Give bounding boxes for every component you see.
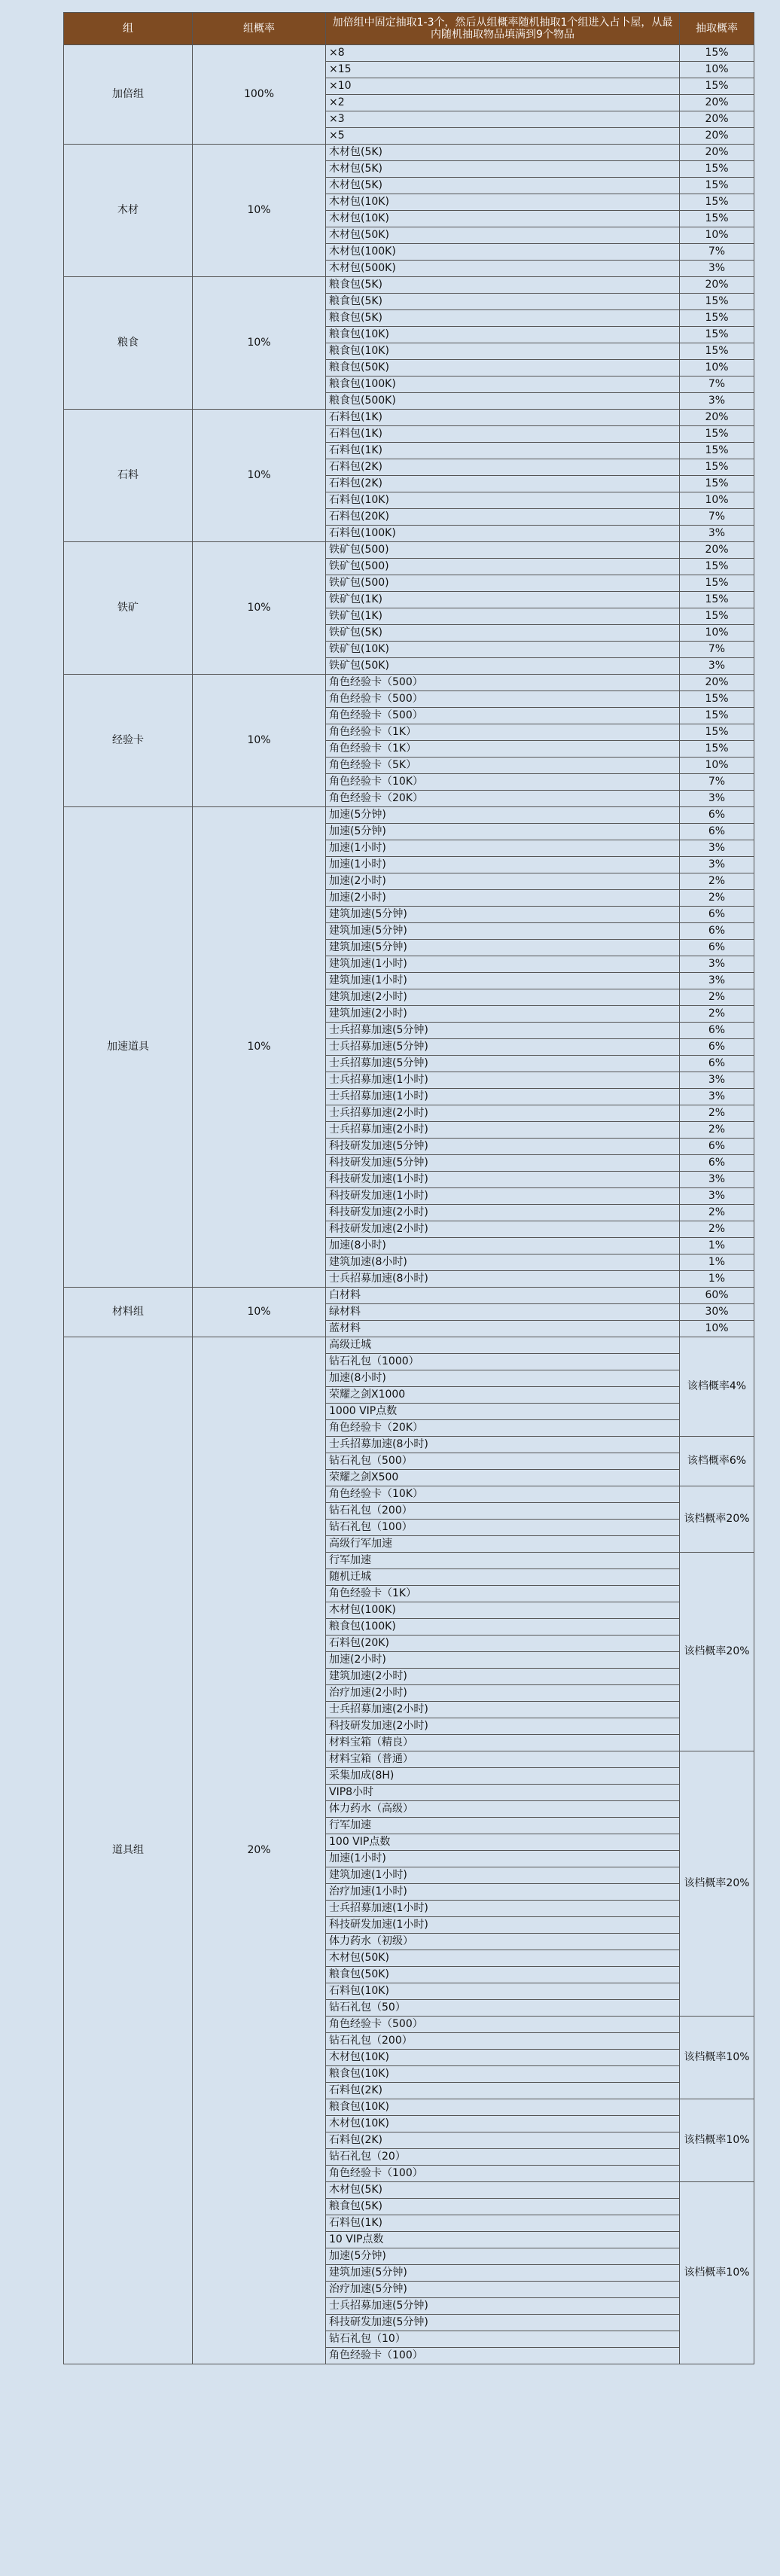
- item-name: 角色经验卡（500）: [326, 675, 680, 691]
- item-rate: 3%: [680, 1172, 754, 1188]
- item-name: 石料包(2K): [326, 459, 680, 476]
- item-name: 石料包(20K): [326, 1636, 680, 1652]
- item-name: 木材包(5K): [326, 145, 680, 161]
- item-rate: 15%: [680, 608, 754, 625]
- item-name: 铁矿包(1K): [326, 608, 680, 625]
- item-name: 科技研发加速(1小时): [326, 1172, 680, 1188]
- table-row: [64, 145, 754, 161]
- item-name: 木材包(500K): [326, 261, 680, 277]
- item-rate: 3%: [680, 261, 754, 277]
- tier-rate: 该档概率10%: [680, 2099, 754, 2182]
- item-name: 加速(1小时): [326, 1851, 680, 1867]
- item-name: 粮食包(10K): [326, 327, 680, 343]
- item-rate: 6%: [680, 923, 754, 940]
- item-name: 石料包(2K): [326, 2083, 680, 2099]
- item-rate: 15%: [680, 78, 754, 95]
- item-rate: 1%: [680, 1238, 754, 1254]
- item-rate: 7%: [680, 509, 754, 526]
- item-rate: 15%: [680, 310, 754, 327]
- item-name: 士兵招募加速(5分钟): [326, 1039, 680, 1056]
- item-name: 粮食包(5K): [326, 310, 680, 327]
- group-rate: 10%: [193, 675, 326, 807]
- tier-rate: 该档概率10%: [680, 2017, 754, 2099]
- item-rate: 15%: [680, 575, 754, 592]
- item-name: 建筑加速(5分钟): [326, 2265, 680, 2282]
- item-rate: 15%: [680, 211, 754, 227]
- item-name: 士兵招募加速(1小时): [326, 1901, 680, 1917]
- item-name: 角色经验卡（10K）: [326, 774, 680, 791]
- item-name: 治疗加速(5分钟): [326, 2282, 680, 2298]
- item-name: 石料包(1K): [326, 2215, 680, 2232]
- item-name: ×3: [326, 111, 680, 128]
- group-rate: 10%: [193, 277, 326, 410]
- group-name: 材料组: [64, 1288, 193, 1337]
- group-rate: 10%: [193, 542, 326, 675]
- item-rate: 2%: [680, 1006, 754, 1023]
- item-rate: 3%: [680, 393, 754, 410]
- item-name: 石料包(1K): [326, 410, 680, 426]
- item-rate: 20%: [680, 95, 754, 111]
- item-rate: 10%: [680, 227, 754, 244]
- item-name: 粮食包(100K): [326, 376, 680, 393]
- item-name: 绿材料: [326, 1304, 680, 1321]
- group-rate: 10%: [193, 410, 326, 542]
- item-name: 石料包(10K): [326, 1983, 680, 2000]
- item-rate: 6%: [680, 1139, 754, 1155]
- item-rate: 3%: [680, 956, 754, 973]
- item-name: 建筑加速(2小时): [326, 1006, 680, 1023]
- item-name: 行军加速: [326, 1553, 680, 1569]
- item-rate: 30%: [680, 1304, 754, 1321]
- item-rate: 15%: [680, 194, 754, 211]
- item-name: 木材包(50K): [326, 227, 680, 244]
- item-name: 建筑加速(2小时): [326, 1669, 680, 1685]
- item-rate: 15%: [680, 178, 754, 194]
- item-name: 科技研发加速(1小时): [326, 1188, 680, 1205]
- item-rate: 20%: [680, 410, 754, 426]
- item-name: 建筑加速(1小时): [326, 956, 680, 973]
- item-name: 高级迁城: [326, 1337, 680, 1354]
- item-name: 治疗加速(2小时): [326, 1685, 680, 1702]
- tier-rate: 该档概率20%: [680, 1553, 754, 1751]
- item-rate: 10%: [680, 492, 754, 509]
- item-rate: 6%: [680, 940, 754, 956]
- item-name: ×2: [326, 95, 680, 111]
- group-name: 铁矿: [64, 542, 193, 675]
- item-name: 建筑加速(5分钟): [326, 940, 680, 956]
- item-name: 粮食包(50K): [326, 1967, 680, 1983]
- item-name: 士兵招募加速(2小时): [326, 1122, 680, 1139]
- item-name: 士兵招募加速(8小时): [326, 1437, 680, 1453]
- item-rate: 6%: [680, 907, 754, 923]
- group-name: 道具组: [64, 1337, 193, 2364]
- item-rate: 6%: [680, 807, 754, 824]
- item-name: 材料宝箱（精良）: [326, 1735, 680, 1751]
- item-name: 科技研发加速(5分钟): [326, 1139, 680, 1155]
- item-rate: 2%: [680, 989, 754, 1006]
- item-name: 木材包(50K): [326, 1950, 680, 1967]
- header-group-rate: 组概率: [193, 13, 326, 45]
- item-name: 科技研发加速(2小时): [326, 1205, 680, 1221]
- group-rate: 100%: [193, 45, 326, 145]
- item-rate: 15%: [680, 459, 754, 476]
- item-name: 高级行军加速: [326, 1536, 680, 1553]
- item-rate: 3%: [680, 857, 754, 873]
- item-name: 石料包(1K): [326, 426, 680, 443]
- item-name: 铁矿包(500): [326, 559, 680, 575]
- item-name: 建筑加速(5分钟): [326, 907, 680, 923]
- table-row: [64, 1337, 754, 1354]
- item-name: 加速(5分钟): [326, 2248, 680, 2265]
- item-name: 木材包(100K): [326, 1602, 680, 1619]
- item-name: 粮食包(5K): [326, 277, 680, 294]
- item-name: 科技研发加速(2小时): [326, 1718, 680, 1735]
- item-name: 角色经验卡（20K）: [326, 791, 680, 807]
- item-name: 士兵招募加速(5分钟): [326, 2298, 680, 2315]
- item-name: 角色经验卡（10K）: [326, 1486, 680, 1503]
- item-name: 士兵招募加速(2小时): [326, 1702, 680, 1718]
- item-rate: 2%: [680, 890, 754, 907]
- item-rate: 15%: [680, 476, 754, 492]
- item-name: ×8: [326, 45, 680, 62]
- item-name: 角色经验卡（500）: [326, 691, 680, 708]
- item-rate: 6%: [680, 1155, 754, 1172]
- item-rate: 15%: [680, 724, 754, 741]
- item-rate: 20%: [680, 675, 754, 691]
- tier-rate: 该档概率20%: [680, 1486, 754, 1553]
- item-rate: 2%: [680, 873, 754, 890]
- item-name: 角色经验卡（500）: [326, 708, 680, 724]
- item-name: 石料包(10K): [326, 492, 680, 509]
- item-name: 建筑加速(8小时): [326, 1254, 680, 1271]
- item-name: 木材包(10K): [326, 194, 680, 211]
- probability-table-container: [63, 12, 754, 2364]
- item-rate: 15%: [680, 691, 754, 708]
- group-rate: 10%: [193, 807, 326, 1288]
- item-rate: 3%: [680, 526, 754, 542]
- item-name: 加速(2小时): [326, 1652, 680, 1669]
- item-name: 石料包(2K): [326, 476, 680, 492]
- item-name: 加速(2小时): [326, 890, 680, 907]
- item-name: 钻石礼包（10）: [326, 2331, 680, 2348]
- item-name: 加速(1小时): [326, 857, 680, 873]
- item-name: 铁矿包(50K): [326, 658, 680, 675]
- item-name: 粮食包(10K): [326, 2066, 680, 2083]
- item-rate: 6%: [680, 824, 754, 840]
- item-rate: 2%: [680, 1205, 754, 1221]
- group-name: 经验卡: [64, 675, 193, 807]
- item-name: 石料包(20K): [326, 509, 680, 526]
- item-name: 钻石礼包（20）: [326, 2149, 680, 2166]
- item-name: 科技研发加速(2小时): [326, 1221, 680, 1238]
- table-body: [64, 45, 754, 2364]
- item-name: 粮食包(5K): [326, 294, 680, 310]
- item-name: 加速(8小时): [326, 1370, 680, 1387]
- item-name: 加速(1小时): [326, 840, 680, 857]
- item-name: 体力药水（初级）: [326, 1934, 680, 1950]
- item-name: 石料包(1K): [326, 443, 680, 459]
- item-name: 采集加成(8H): [326, 1768, 680, 1785]
- item-name: 铁矿包(1K): [326, 592, 680, 608]
- item-name: 木材包(5K): [326, 2182, 680, 2199]
- group-rate: 10%: [193, 145, 326, 277]
- item-rate: 7%: [680, 642, 754, 658]
- item-rate: 7%: [680, 376, 754, 393]
- tier-rate: 该档概率20%: [680, 1751, 754, 2017]
- item-name: 体力药水（高级）: [326, 1801, 680, 1818]
- item-name: 建筑加速(1小时): [326, 973, 680, 989]
- item-name: 角色经验卡（1K）: [326, 741, 680, 758]
- table-row: [64, 675, 754, 691]
- item-rate: 15%: [680, 343, 754, 360]
- item-name: 铁矿包(500): [326, 542, 680, 559]
- group-name: 粮食: [64, 277, 193, 410]
- item-name: 木材包(5K): [326, 161, 680, 178]
- item-rate: 20%: [680, 128, 754, 145]
- item-name: 荣耀之剑X1000: [326, 1387, 680, 1404]
- item-name: 科技研发加速(5分钟): [326, 1155, 680, 1172]
- item-rate: 7%: [680, 244, 754, 261]
- table-row: [64, 410, 754, 426]
- item-name: 角色经验卡（500）: [326, 2017, 680, 2033]
- item-rate: 15%: [680, 443, 754, 459]
- item-rate: 1%: [680, 1254, 754, 1271]
- item-name: 士兵招募加速(1小时): [326, 1089, 680, 1105]
- item-name: 建筑加速(2小时): [326, 989, 680, 1006]
- item-rate: 3%: [680, 973, 754, 989]
- group-name: 加速道具: [64, 807, 193, 1288]
- tier-rate: 该档概率4%: [680, 1337, 754, 1437]
- item-name: 木材包(100K): [326, 244, 680, 261]
- table-row: [64, 807, 754, 824]
- item-name: 石料包(2K): [326, 2132, 680, 2149]
- item-rate: 3%: [680, 658, 754, 675]
- item-name: 1000 VIP点数: [326, 1404, 680, 1420]
- item-name: 蓝材料: [326, 1321, 680, 1337]
- probability-table: [63, 12, 754, 2364]
- table-row: [64, 277, 754, 294]
- item-rate: 20%: [680, 145, 754, 161]
- item-rate: 7%: [680, 774, 754, 791]
- item-rate: 3%: [680, 791, 754, 807]
- item-name: 士兵招募加速(5分钟): [326, 1056, 680, 1072]
- item-name: 粮食包(100K): [326, 1619, 680, 1636]
- item-rate: 15%: [680, 559, 754, 575]
- item-name: 木材包(5K): [326, 178, 680, 194]
- item-name: 建筑加速(5分钟): [326, 923, 680, 940]
- item-name: 钻石礼包（200）: [326, 1503, 680, 1520]
- item-name: 钻石礼包（1000）: [326, 1354, 680, 1370]
- item-rate: 15%: [680, 294, 754, 310]
- item-name: 角色经验卡（5K）: [326, 758, 680, 774]
- item-rate: 3%: [680, 1188, 754, 1205]
- item-name: 木材包(10K): [326, 2050, 680, 2066]
- item-name: 科技研发加速(5分钟): [326, 2315, 680, 2331]
- item-rate: 2%: [680, 1105, 754, 1122]
- item-name: 粮食包(5K): [326, 2199, 680, 2215]
- item-name: 100 VIP点数: [326, 1834, 680, 1851]
- item-name: 建筑加速(1小时): [326, 1867, 680, 1884]
- item-name: 粮食包(50K): [326, 360, 680, 376]
- item-name: 钻石礼包（50）: [326, 2000, 680, 2017]
- item-rate: 3%: [680, 1072, 754, 1089]
- item-name: 行军加速: [326, 1818, 680, 1834]
- item-rate: 15%: [680, 327, 754, 343]
- item-name: 木材包(10K): [326, 211, 680, 227]
- item-name: 角色经验卡（1K）: [326, 1586, 680, 1602]
- item-rate: 2%: [680, 1221, 754, 1238]
- header-pick-rate: 抽取概率: [680, 13, 754, 45]
- item-name: ×15: [326, 62, 680, 78]
- item-rate: 15%: [680, 161, 754, 178]
- item-rate: 6%: [680, 1039, 754, 1056]
- tier-rate: 该档概率6%: [680, 1437, 754, 1486]
- group-name: 石料: [64, 410, 193, 542]
- item-rate: 1%: [680, 1271, 754, 1288]
- item-rate: 15%: [680, 45, 754, 62]
- item-name: 角色经验卡（100）: [326, 2348, 680, 2364]
- item-name: 荣耀之剑X500: [326, 1470, 680, 1486]
- item-rate: 2%: [680, 1122, 754, 1139]
- header-item: 加倍组中固定抽取1-3个，然后从组概率随机抽取1个组进入占卜屋，从最内随机抽取物品填满到9个物品: [326, 13, 680, 45]
- item-name: 加速(2小时): [326, 873, 680, 890]
- item-name: 士兵招募加速(2小时): [326, 1105, 680, 1122]
- header-group: 组: [64, 13, 193, 45]
- item-name: 角色经验卡（100）: [326, 2166, 680, 2182]
- item-rate: 20%: [680, 277, 754, 294]
- item-name: 石料包(100K): [326, 526, 680, 542]
- item-rate: 60%: [680, 1288, 754, 1304]
- group-name: 木材: [64, 145, 193, 277]
- item-name: 角色经验卡（20K）: [326, 1420, 680, 1437]
- group-name: 加倍组: [64, 45, 193, 145]
- item-name: 钻石礼包（200）: [326, 2033, 680, 2050]
- item-name: 材料宝箱（普通）: [326, 1751, 680, 1768]
- table-header-row: [64, 13, 754, 45]
- item-rate: 15%: [680, 426, 754, 443]
- item-rate: 15%: [680, 741, 754, 758]
- item-rate: 10%: [680, 360, 754, 376]
- item-name: 加速(5分钟): [326, 807, 680, 824]
- item-name: 加速(5分钟): [326, 824, 680, 840]
- item-rate: 15%: [680, 708, 754, 724]
- item-name: VIP8小时: [326, 1785, 680, 1801]
- item-name: 白材料: [326, 1288, 680, 1304]
- item-name: ×5: [326, 128, 680, 145]
- table-row: [64, 45, 754, 62]
- item-name: 10 VIP点数: [326, 2232, 680, 2248]
- item-rate: 10%: [680, 62, 754, 78]
- item-rate: 6%: [680, 1056, 754, 1072]
- item-name: 士兵招募加速(1小时): [326, 1072, 680, 1089]
- item-name: 加速(8小时): [326, 1238, 680, 1254]
- group-rate: 10%: [193, 1288, 326, 1337]
- item-name: 铁矿包(10K): [326, 642, 680, 658]
- item-name: 铁矿包(5K): [326, 625, 680, 642]
- item-rate: 10%: [680, 758, 754, 774]
- item-rate: 15%: [680, 592, 754, 608]
- item-name: 士兵招募加速(5分钟): [326, 1023, 680, 1039]
- item-rate: 3%: [680, 840, 754, 857]
- item-rate: 3%: [680, 1089, 754, 1105]
- item-name: 粮食包(10K): [326, 2099, 680, 2116]
- item-name: ×10: [326, 78, 680, 95]
- item-name: 木材包(10K): [326, 2116, 680, 2132]
- item-rate: 10%: [680, 1321, 754, 1337]
- item-name: 士兵招募加速(8小时): [326, 1271, 680, 1288]
- item-name: 铁矿包(500): [326, 575, 680, 592]
- item-rate: 10%: [680, 625, 754, 642]
- group-rate: 20%: [193, 1337, 326, 2364]
- item-rate: 20%: [680, 111, 754, 128]
- item-name: 粮食包(10K): [326, 343, 680, 360]
- item-name: 粮食包(500K): [326, 393, 680, 410]
- item-name: 随机迁城: [326, 1569, 680, 1586]
- table-row: [64, 542, 754, 559]
- item-name: 钻石礼包（500）: [326, 1453, 680, 1470]
- item-name: 科技研发加速(1小时): [326, 1917, 680, 1934]
- item-rate: 6%: [680, 1023, 754, 1039]
- table-row: [64, 1288, 754, 1304]
- tier-rate: 该档概率10%: [680, 2182, 754, 2364]
- item-name: 角色经验卡（1K）: [326, 724, 680, 741]
- item-name: 治疗加速(1小时): [326, 1884, 680, 1901]
- item-name: 钻石礼包（100）: [326, 1520, 680, 1536]
- item-rate: 20%: [680, 542, 754, 559]
